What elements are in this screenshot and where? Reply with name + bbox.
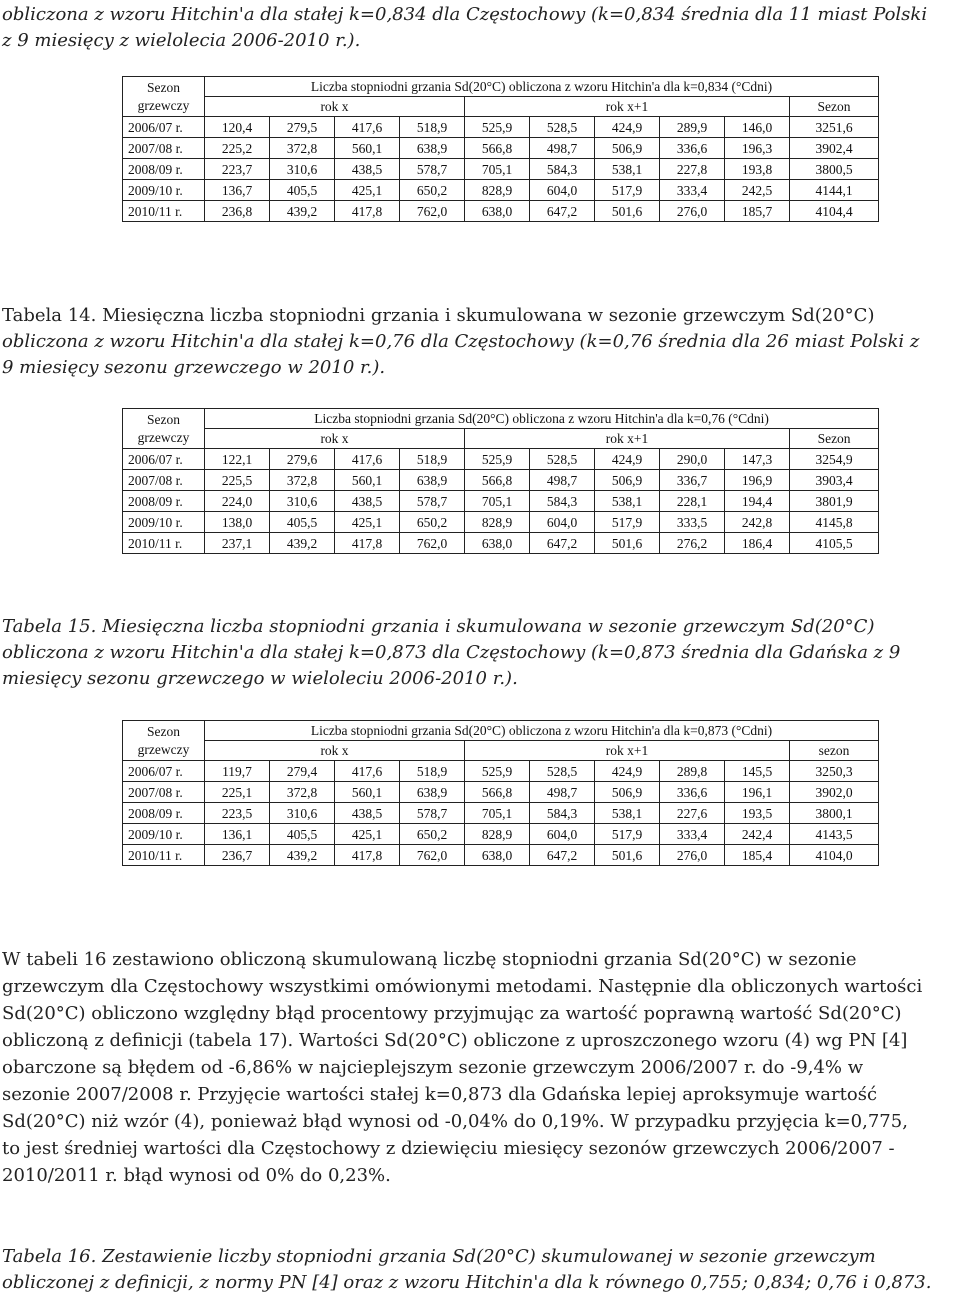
value-cell: 528,5 — [530, 449, 595, 470]
season-cell: 2006/07 r. — [123, 761, 205, 782]
caption-14-line3: 9 miesięcy sezonu grzewczego w 2010 r.). — [2, 357, 386, 378]
caption-15-line3: miesięcy sezonu grzewczego w wieloleciu 2006-2010 r.). — [2, 668, 518, 689]
value-cell: 228,1 — [660, 491, 725, 512]
value-cell: 224,0 — [205, 491, 270, 512]
value-cell: 242,8 — [725, 512, 790, 533]
body-line: obarczone są błędem od -6,86% w najcieplejszym sezonie grzewczym 2006/2007 r. do -9,4% w — [2, 1057, 864, 1078]
value-cell: 424,9 — [595, 117, 660, 138]
value-cell: 578,7 — [400, 491, 465, 512]
rok-x1-header: rok x+1 — [465, 97, 790, 117]
value-cell: 517,9 — [595, 512, 660, 533]
value-cell: 560,1 — [335, 138, 400, 159]
season-total-cell: 3903,4 — [790, 470, 879, 491]
season-cell: 2008/09 r. — [123, 491, 205, 512]
value-cell: 566,8 — [465, 138, 530, 159]
value-cell: 333,5 — [660, 512, 725, 533]
table-row — [123, 491, 879, 512]
value-cell: 310,6 — [270, 803, 335, 824]
season-cell: 2007/08 r. — [123, 470, 205, 491]
value-cell: 223,7 — [205, 159, 270, 180]
value-cell: 227,8 — [660, 159, 725, 180]
value-cell: 119,7 — [205, 761, 270, 782]
value-cell: 279,4 — [270, 761, 335, 782]
value-cell: 405,5 — [270, 824, 335, 845]
value-cell: 417,8 — [335, 533, 400, 554]
value-cell: 196,3 — [725, 138, 790, 159]
top-caption-line1: obliczona z wzoru Hitchin'a dla stałej k=0,834 dla Częstochowy (k=0,834 średnia dla 11 miast Polski — [2, 4, 928, 25]
table-row — [123, 782, 879, 803]
top-caption — [2, 2, 956, 54]
season-header-cell — [123, 77, 205, 117]
caption-tabela-16 — [2, 1244, 956, 1296]
value-cell: 538,1 — [595, 803, 660, 824]
value-cell: 498,7 — [530, 138, 595, 159]
body-line: W tabeli 16 zestawiono obliczoną skumulowaną liczbę stopniodni grzania Sd(20°C) w sezonie — [2, 949, 857, 970]
value-cell: 372,8 — [270, 138, 335, 159]
value-cell: 506,9 — [595, 470, 660, 491]
value-cell: 405,5 — [270, 512, 335, 533]
table-row — [123, 533, 879, 554]
season-total-cell: 4143,5 — [790, 824, 879, 845]
value-cell: 647,2 — [530, 201, 595, 222]
value-cell: 145,5 — [725, 761, 790, 782]
value-cell: 439,2 — [270, 845, 335, 866]
value-cell: 236,8 — [205, 201, 270, 222]
value-cell: 242,5 — [725, 180, 790, 201]
value-cell: 276,0 — [660, 845, 725, 866]
value-cell: 518,9 — [400, 761, 465, 782]
season-cell: 2009/10 r. — [123, 180, 205, 201]
caption-14-line1: Miesięczna liczba stopniodni grzania i skumulowana w sezonie grzewczym Sd(20°C) — [96, 305, 875, 326]
value-cell: 193,5 — [725, 803, 790, 824]
value-cell: 223,5 — [205, 803, 270, 824]
value-cell: 498,7 — [530, 470, 595, 491]
value-cell: 604,0 — [530, 180, 595, 201]
value-cell: 227,6 — [660, 803, 725, 824]
value-cell: 425,1 — [335, 824, 400, 845]
value-cell: 417,6 — [335, 117, 400, 138]
value-cell: 525,9 — [465, 449, 530, 470]
value-cell: 120,4 — [205, 117, 270, 138]
header-row — [123, 721, 879, 741]
value-cell: 828,9 — [465, 824, 530, 845]
rok-x1-header: rok x+1 — [465, 429, 790, 449]
value-cell: 122,1 — [205, 449, 270, 470]
body-paragraph — [2, 946, 956, 1189]
value-cell: 438,5 — [335, 803, 400, 824]
season-cell: 2010/11 r. — [123, 533, 205, 554]
season-total-cell: 4104,0 — [790, 845, 879, 866]
value-cell: 584,3 — [530, 491, 595, 512]
value-cell: 584,3 — [530, 803, 595, 824]
value-cell: 290,0 — [660, 449, 725, 470]
value-cell: 146,0 — [725, 117, 790, 138]
table-row — [123, 845, 879, 866]
value-cell: 310,6 — [270, 159, 335, 180]
table-row — [123, 180, 879, 201]
body-line: grzewczym dla Częstochowy wszystkimi omówionymi metodami. Następnie dla obliczonych wartości — [2, 976, 923, 997]
value-cell: 650,2 — [400, 824, 465, 845]
value-cell: 417,8 — [335, 201, 400, 222]
caption-tabela-15 — [2, 614, 956, 692]
value-cell: 439,2 — [270, 533, 335, 554]
value-cell: 584,3 — [530, 159, 595, 180]
header-row — [123, 77, 879, 97]
season-header-line1: Sezon — [147, 723, 180, 739]
value-cell: 193,8 — [725, 159, 790, 180]
caption-15-line2: obliczona z wzoru Hitchin'a dla stałej k=0,873 dla Częstochowy (k=0,873 średnia dla Gdańska z 9 — [2, 642, 901, 663]
value-cell: 225,5 — [205, 470, 270, 491]
value-cell: 538,1 — [595, 159, 660, 180]
value-cell: 425,1 — [335, 512, 400, 533]
value-cell: 225,2 — [205, 138, 270, 159]
value-cell: 517,9 — [595, 180, 660, 201]
season-cell: 2007/08 r. — [123, 782, 205, 803]
table-row — [123, 159, 879, 180]
value-cell: 566,8 — [465, 470, 530, 491]
value-cell: 417,6 — [335, 761, 400, 782]
value-cell: 501,6 — [595, 201, 660, 222]
value-cell: 762,0 — [400, 845, 465, 866]
table-k0834 — [122, 76, 879, 222]
season-cell: 2006/07 r. — [123, 449, 205, 470]
value-cell: 438,5 — [335, 491, 400, 512]
rok-x-header: rok x — [205, 741, 465, 761]
rok-x1-header: rok x+1 — [465, 741, 790, 761]
value-cell: 638,0 — [465, 201, 530, 222]
season-cell: 2006/07 r. — [123, 117, 205, 138]
value-cell: 438,5 — [335, 159, 400, 180]
value-cell: 405,5 — [270, 180, 335, 201]
value-cell: 705,1 — [465, 491, 530, 512]
value-cell: 638,9 — [400, 782, 465, 803]
value-cell: 506,9 — [595, 782, 660, 803]
value-cell: 147,3 — [725, 449, 790, 470]
value-cell: 501,6 — [595, 533, 660, 554]
value-cell: 604,0 — [530, 512, 595, 533]
value-cell: 506,9 — [595, 138, 660, 159]
value-cell: 604,0 — [530, 824, 595, 845]
body-line: Sd(20°C) niż wzór (4), ponieważ błąd wynosi od -0,04% do 0,19%. W przypadku przyjęcia k=0,775, — [2, 1111, 908, 1132]
value-cell: 424,9 — [595, 761, 660, 782]
table-row — [123, 201, 879, 222]
season-total-header: sezon — [790, 741, 879, 761]
value-cell: 276,2 — [660, 533, 725, 554]
season-cell: 2010/11 r. — [123, 845, 205, 866]
value-cell: 289,9 — [660, 117, 725, 138]
season-header-line1: Sezon — [147, 79, 180, 95]
season-header-cell — [123, 721, 205, 761]
season-header-line2: grzewczy — [137, 97, 190, 113]
season-total-header: Sezon — [790, 429, 879, 449]
value-cell: 237,1 — [205, 533, 270, 554]
header-row — [123, 741, 879, 761]
value-cell: 289,8 — [660, 761, 725, 782]
table-title-cell: Liczba stopniodni grzania Sd(20°C) obliczona z wzoru Hitchin'a dla k=0,873 (°Cdni) — [205, 721, 879, 741]
caption-14-line2: obliczona z wzoru Hitchin'a dla stałej k=0,76 dla Częstochowy (k=0,76 średnia dla 26 miast Polski z — [2, 331, 920, 352]
value-cell: 647,2 — [530, 845, 595, 866]
season-total-cell: 3902,4 — [790, 138, 879, 159]
table-row — [123, 803, 879, 824]
table-row — [123, 449, 879, 470]
caption-14-label: Tabela 14. — [2, 305, 97, 326]
value-cell: 650,2 — [400, 512, 465, 533]
caption-15-label: Tabela 15. — [2, 616, 97, 637]
value-cell: 498,7 — [530, 782, 595, 803]
table-row — [123, 761, 879, 782]
season-total-cell: 3902,0 — [790, 782, 879, 803]
season-total-cell: 4105,5 — [790, 533, 879, 554]
header-row — [123, 429, 879, 449]
value-cell: 638,0 — [465, 533, 530, 554]
season-total-cell: 4144,1 — [790, 180, 879, 201]
value-cell: 372,8 — [270, 470, 335, 491]
value-cell: 333,4 — [660, 824, 725, 845]
season-total-cell: 3251,6 — [790, 117, 879, 138]
value-cell: 196,9 — [725, 470, 790, 491]
value-cell: 196,1 — [725, 782, 790, 803]
value-cell: 578,7 — [400, 159, 465, 180]
season-cell: 2009/10 r. — [123, 512, 205, 533]
body-line: to jest średniej wartości dla Częstochowy z dziewięciu miesięcy sezonów grzewczych 2006/2007 - — [2, 1138, 895, 1159]
season-cell: 2008/09 r. — [123, 159, 205, 180]
value-cell: 647,2 — [530, 533, 595, 554]
value-cell: 538,1 — [595, 491, 660, 512]
body-line: 2010/2011 r. błąd wynosi od 0% do 0,23%. — [2, 1165, 391, 1186]
value-cell: 517,9 — [595, 824, 660, 845]
body-line: sezonie 2007/2008 r. Przyjęcie wartości stałej k=0,873 dla Gdańska lepiej aproksymuje wartość — [2, 1084, 878, 1105]
value-cell: 828,9 — [465, 180, 530, 201]
value-cell: 638,0 — [465, 845, 530, 866]
table-row — [123, 117, 879, 138]
value-cell: 762,0 — [400, 201, 465, 222]
body-line: obliczoną z definicji (tabela 17). Wartości Sd(20°C) obliczone z uproszczonego wzoru (4) wg PN [4] — [2, 1030, 908, 1051]
table-row — [123, 138, 879, 159]
season-total-header: Sezon — [790, 97, 879, 117]
season-cell: 2007/08 r. — [123, 138, 205, 159]
season-header-line2: grzewczy — [137, 741, 190, 757]
season-cell: 2010/11 r. — [123, 201, 205, 222]
value-cell: 336,7 — [660, 470, 725, 491]
value-cell: 136,7 — [205, 180, 270, 201]
value-cell: 528,5 — [530, 761, 595, 782]
value-cell: 242,4 — [725, 824, 790, 845]
season-cell: 2008/09 r. — [123, 803, 205, 824]
top-caption-line2: z 9 miesięcy z wielolecia 2006-2010 r.). — [2, 30, 361, 51]
value-cell: 336,6 — [660, 138, 725, 159]
caption-16-line2: obliczonej z definicji, z normy PN [4] oraz z wzoru Hitchin'a dla k równego 0,755; 0,834; 0,76 i 0,873. — [2, 1272, 932, 1293]
value-cell: 566,8 — [465, 782, 530, 803]
value-cell: 650,2 — [400, 180, 465, 201]
value-cell: 638,9 — [400, 138, 465, 159]
value-cell: 276,0 — [660, 201, 725, 222]
season-total-cell: 3800,5 — [790, 159, 879, 180]
value-cell: 279,6 — [270, 449, 335, 470]
body-line: Sd(20°C) obliczono względny błąd procentowy przyjmując za wartość poprawną wartość Sd(20°C) — [2, 1003, 902, 1024]
value-cell: 560,1 — [335, 470, 400, 491]
table-k0873 — [122, 720, 879, 866]
value-cell: 310,6 — [270, 491, 335, 512]
value-cell: 372,8 — [270, 782, 335, 803]
table-row — [123, 824, 879, 845]
value-cell: 439,2 — [270, 201, 335, 222]
season-total-cell: 3250,3 — [790, 761, 879, 782]
value-cell: 225,1 — [205, 782, 270, 803]
header-row — [123, 97, 879, 117]
season-cell: 2009/10 r. — [123, 824, 205, 845]
header-row — [123, 409, 879, 429]
season-header-cell — [123, 409, 205, 449]
table-row — [123, 512, 879, 533]
value-cell: 185,7 — [725, 201, 790, 222]
value-cell: 425,1 — [335, 180, 400, 201]
rok-x-header: rok x — [205, 97, 465, 117]
value-cell: 417,6 — [335, 449, 400, 470]
value-cell: 518,9 — [400, 117, 465, 138]
value-cell: 236,7 — [205, 845, 270, 866]
value-cell: 138,0 — [205, 512, 270, 533]
value-cell: 578,7 — [400, 803, 465, 824]
value-cell: 336,6 — [660, 782, 725, 803]
season-total-cell: 3254,9 — [790, 449, 879, 470]
table-row — [123, 470, 879, 491]
value-cell: 136,1 — [205, 824, 270, 845]
value-cell: 705,1 — [465, 159, 530, 180]
table-k076 — [122, 408, 879, 554]
table-title-cell: Liczba stopniodni grzania Sd(20°C) obliczona z wzoru Hitchin'a dla k=0,834 (°Cdni) — [205, 77, 879, 97]
value-cell: 279,5 — [270, 117, 335, 138]
caption-tabela-14 — [2, 303, 956, 381]
value-cell: 417,8 — [335, 845, 400, 866]
value-cell: 560,1 — [335, 782, 400, 803]
season-header-line1: Sezon — [147, 411, 180, 427]
value-cell: 501,6 — [595, 845, 660, 866]
value-cell: 333,4 — [660, 180, 725, 201]
caption-15-line1: Miesięczna liczba stopniodni grzania i skumulowana w sezonie grzewczym Sd(20°C) — [96, 616, 875, 637]
value-cell: 638,9 — [400, 470, 465, 491]
season-total-cell: 4104,4 — [790, 201, 879, 222]
value-cell: 194,4 — [725, 491, 790, 512]
season-header-line2: grzewczy — [137, 429, 190, 445]
value-cell: 528,5 — [530, 117, 595, 138]
value-cell: 705,1 — [465, 803, 530, 824]
value-cell: 525,9 — [465, 761, 530, 782]
value-cell: 518,9 — [400, 449, 465, 470]
table-title-cell: Liczba stopniodni grzania Sd(20°C) obliczona z wzoru Hitchin'a dla k=0,76 (°Cdni) — [205, 409, 879, 429]
value-cell: 186,4 — [725, 533, 790, 554]
value-cell: 424,9 — [595, 449, 660, 470]
value-cell: 828,9 — [465, 512, 530, 533]
rok-x-header: rok x — [205, 429, 465, 449]
value-cell: 185,4 — [725, 845, 790, 866]
season-total-cell: 3800,1 — [790, 803, 879, 824]
season-total-cell: 3801,9 — [790, 491, 879, 512]
value-cell: 762,0 — [400, 533, 465, 554]
value-cell: 525,9 — [465, 117, 530, 138]
caption-16-line1: Tabela 16. Zestawienie liczby stopniodni grzania Sd(20°C) skumulowanej w sezonie grzewczym — [2, 1246, 876, 1267]
season-total-cell: 4145,8 — [790, 512, 879, 533]
